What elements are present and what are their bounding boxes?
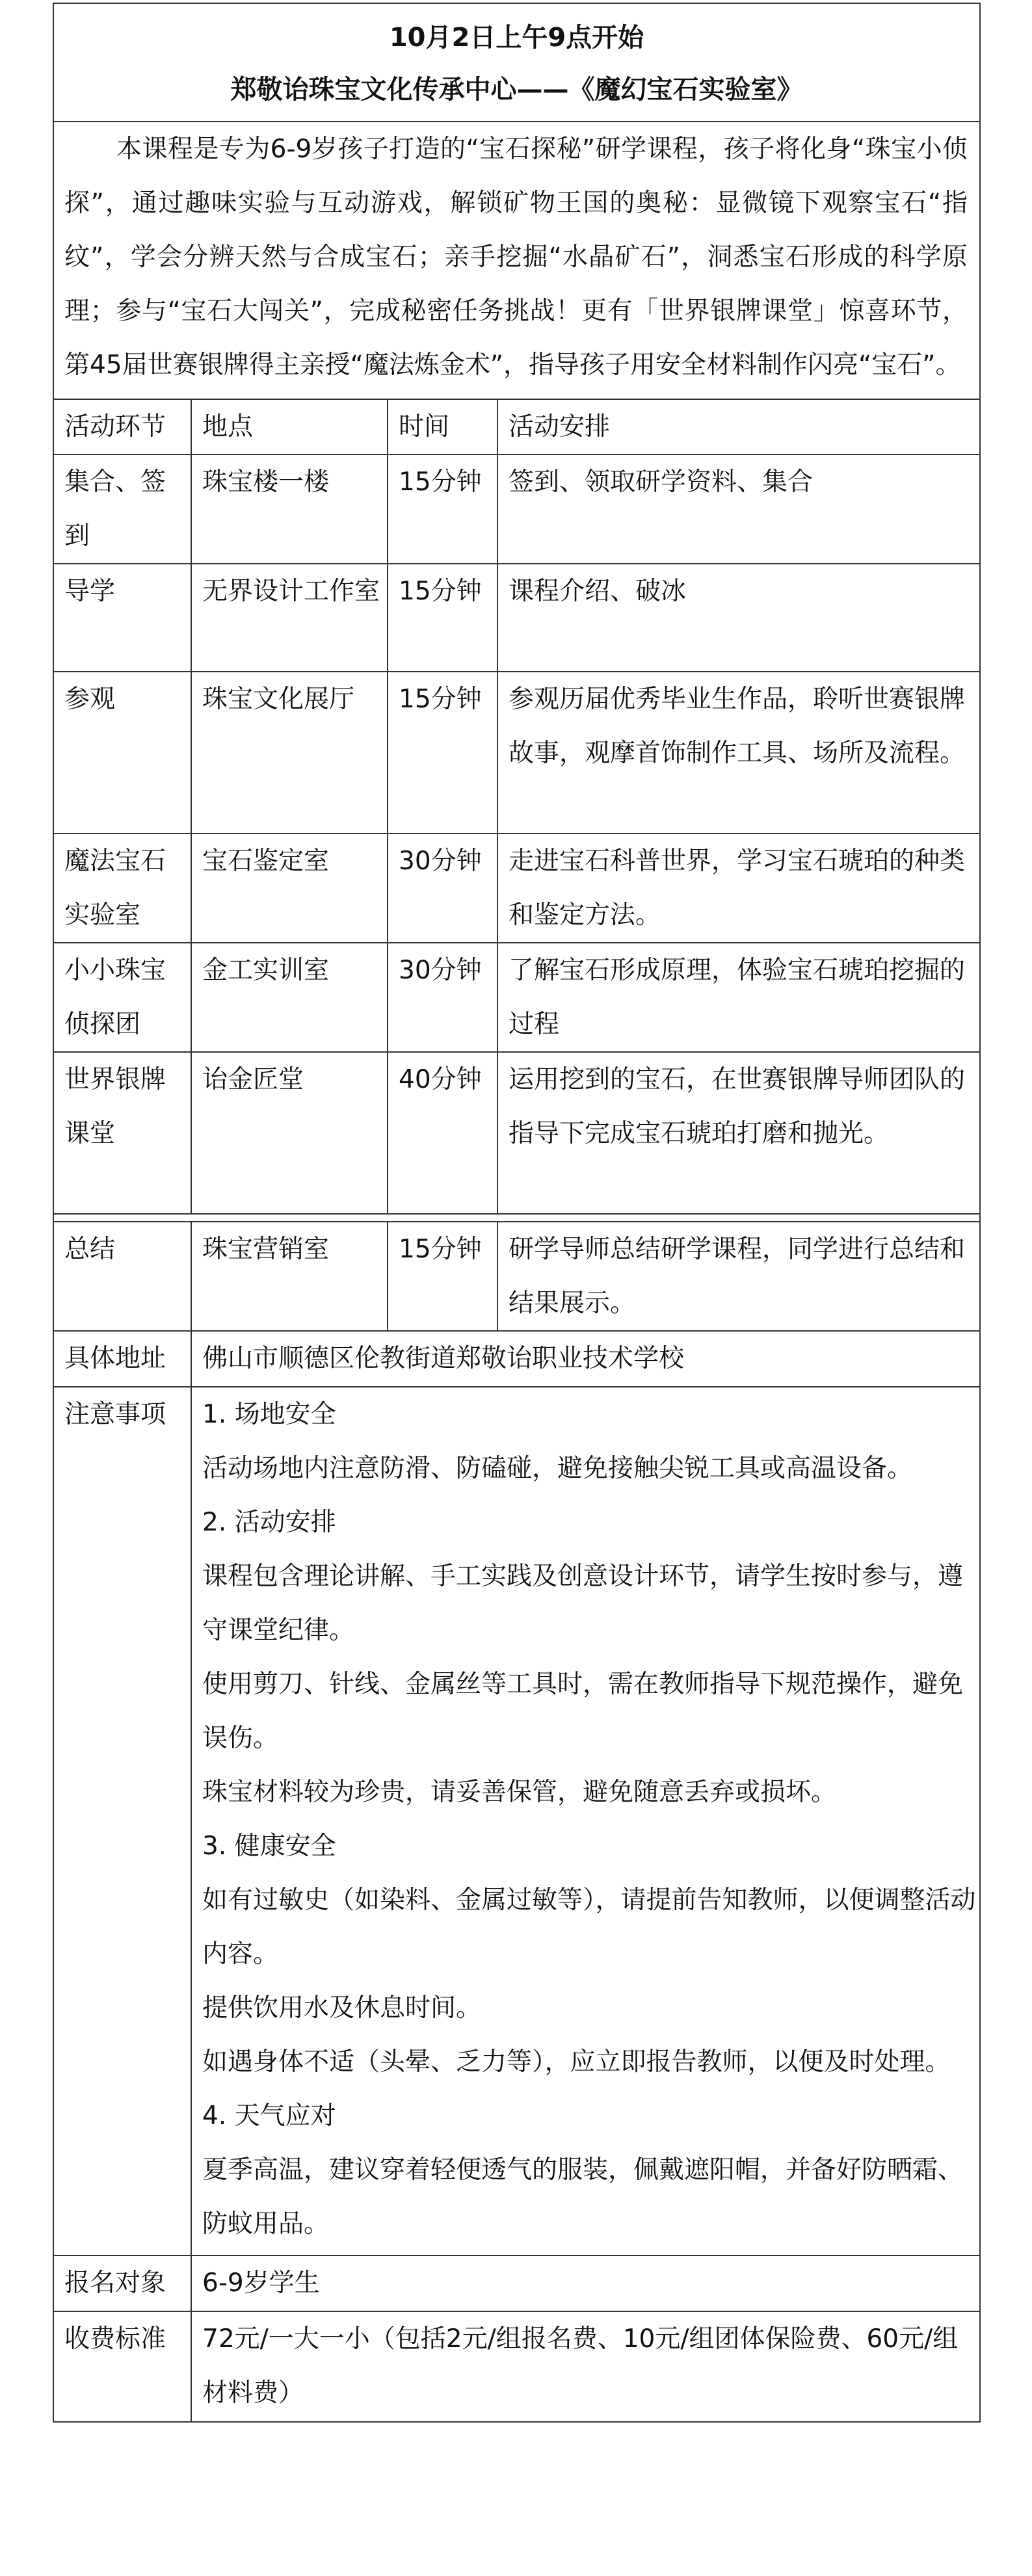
notes-item: 珠宝材料较为珍贵，请妥善保管，避免随意丢弃或损坏。 — [202, 1778, 837, 1807]
table-row — [53, 834, 980, 943]
place-cell: 宝石鉴定室 — [191, 834, 388, 943]
activity-cell: 导学 — [53, 564, 191, 672]
schedule-header-row — [53, 399, 980, 454]
place-cell: 诒金匠堂 — [191, 1052, 388, 1214]
column-header-place: 地点 — [191, 399, 388, 454]
table-row — [53, 672, 980, 834]
notes-item: 夏季高温，建议穿着轻便透气的服装，佩戴遮阳帽，并备好防晒霜、防蚊用品。 — [202, 2155, 964, 2239]
plan-cell: 签到、领取研学资料、集合 — [497, 454, 980, 564]
divider-cell — [53, 1214, 980, 1222]
column-header-plan: 活动安排 — [497, 399, 980, 454]
address-label: 具体地址 — [53, 1331, 191, 1387]
plan-cell: 了解宝石形成原理，体验宝石琥珀挖掘的过程 — [497, 943, 980, 1052]
intro-row — [53, 122, 980, 399]
table-row — [53, 454, 980, 564]
time-cell: 15分钟 — [388, 454, 497, 564]
plan-cell: 课程介绍、破冰 — [497, 564, 980, 672]
notes-heading: 2. 活动安排 — [202, 1508, 336, 1537]
table-row — [53, 1052, 980, 1214]
time-cell: 30分钟 — [388, 943, 497, 1052]
time-cell: 15分钟 — [388, 564, 497, 672]
course-intro: 本课程是专为6-9岁孩子打造的“宝石探秘”研学课程，孩子将化身“珠宝小侦探”，通过趣味实验与互动游戏，解锁矿物王国的奥秘：显微镜下观察宝石“指纹”，学会分辨天然与合成宝石；亲手挖掘“水晶矿石”，洞悉宝石形成的科学原理；参与“宝石大闯关”，完成秘密任务挑战！更有「世界银牌课堂」惊喜环节，第45届世赛银牌得主亲授“魔法炼金术”，指导孩子用安全材料制作闪亮“宝石”。 — [53, 122, 980, 399]
fee-value: 72元/一大一小（包括2元/组报名费、10元/组团体保险费、60元/组材料费） — [191, 2311, 980, 2422]
notes-heading: 4. 天气应对 — [202, 2101, 336, 2131]
column-header-activity: 活动环节 — [53, 399, 191, 454]
place-cell: 无界设计工作室 — [191, 564, 388, 672]
audience-row — [53, 2255, 980, 2311]
notes-label: 注意事项 — [53, 1387, 191, 2255]
table-divider — [53, 1214, 980, 1222]
title-row — [53, 3, 980, 122]
page-title — [53, 3, 980, 122]
activity-info-table — [53, 3, 981, 2423]
notes-item: 提供饮用水及休息时间。 — [202, 1993, 482, 2023]
column-header-time: 时间 — [388, 399, 497, 454]
audience-value: 6-9岁学生 — [191, 2255, 980, 2311]
plan-cell: 运用挖到的宝石，在世赛银牌导师团队的指导下完成宝石琥珀打磨和抛光。 — [497, 1052, 980, 1214]
plan-cell: 走进宝石科普世界，学习宝石琥珀的种类和鉴定方法。 — [497, 834, 980, 943]
notes-item: 如有过敏史（如染料、金属过敏等），请提前告知教师，以便调整活动内容。 — [202, 1886, 976, 1969]
fee-label: 收费标准 — [53, 2311, 191, 2422]
audience-label: 报名对象 — [53, 2255, 191, 2311]
notes-item: 使用剪刀、针线、金属丝等工具时，需在教师指导下规范操作，避免误伤。 — [202, 1670, 964, 1753]
activity-cell: 小小珠宝侦探团 — [53, 943, 191, 1052]
time-cell: 40分钟 — [388, 1052, 497, 1214]
notes-content — [191, 1387, 980, 2255]
notes-heading: 1. 场地安全 — [202, 1400, 336, 1429]
table-row — [53, 564, 980, 672]
notes-row — [53, 1387, 980, 2255]
address-value: 佛山市顺德区伦教街道郑敬诒职业技术学校 — [191, 1331, 980, 1387]
address-row — [53, 1331, 980, 1387]
plan-cell: 研学导师总结研学课程，同学进行总结和结果展示。 — [497, 1222, 980, 1331]
place-cell: 珠宝文化展厅 — [191, 672, 388, 834]
place-cell: 珠宝楼一楼 — [191, 454, 388, 564]
notes-item: 活动场地内注意防滑、防磕碰，避免接触尖锐工具或高温设备。 — [202, 1454, 913, 1483]
time-cell: 15分钟 — [388, 1222, 497, 1331]
time-cell: 30分钟 — [388, 834, 497, 943]
course-title: 郑敬诒珠宝文化传承中心——《魔幻宝石实验室》 — [230, 75, 803, 105]
table-row — [53, 943, 980, 1052]
notes-heading: 3. 健康安全 — [202, 1832, 336, 1861]
time-cell: 15分钟 — [388, 672, 497, 834]
place-cell: 珠宝营销室 — [191, 1222, 388, 1331]
activity-cell: 参观 — [53, 672, 191, 834]
activity-cell: 魔法宝石实验室 — [53, 834, 191, 943]
notes-item: 课程包含理论讲解、手工实践及创意设计环节，请学生按时参与，遵守课堂纪律。 — [202, 1562, 964, 1645]
summary-row — [53, 1222, 980, 1331]
notes-item: 如遇身体不适（头晕、乏力等），应立即报告教师，以便及时处理。 — [202, 2047, 951, 2077]
activity-cell: 集合、签到 — [53, 454, 191, 564]
activity-cell: 总结 — [53, 1222, 191, 1331]
plan-cell: 参观历届优秀毕业生作品，聆听世赛银牌故事，观摩首饰制作工具、场所及流程。 — [497, 672, 980, 834]
activity-cell: 世界银牌课堂 — [53, 1052, 191, 1214]
place-cell: 金工实训室 — [191, 943, 388, 1052]
start-time: 10月2日上午9点开始 — [389, 23, 644, 53]
fee-row — [53, 2311, 980, 2422]
